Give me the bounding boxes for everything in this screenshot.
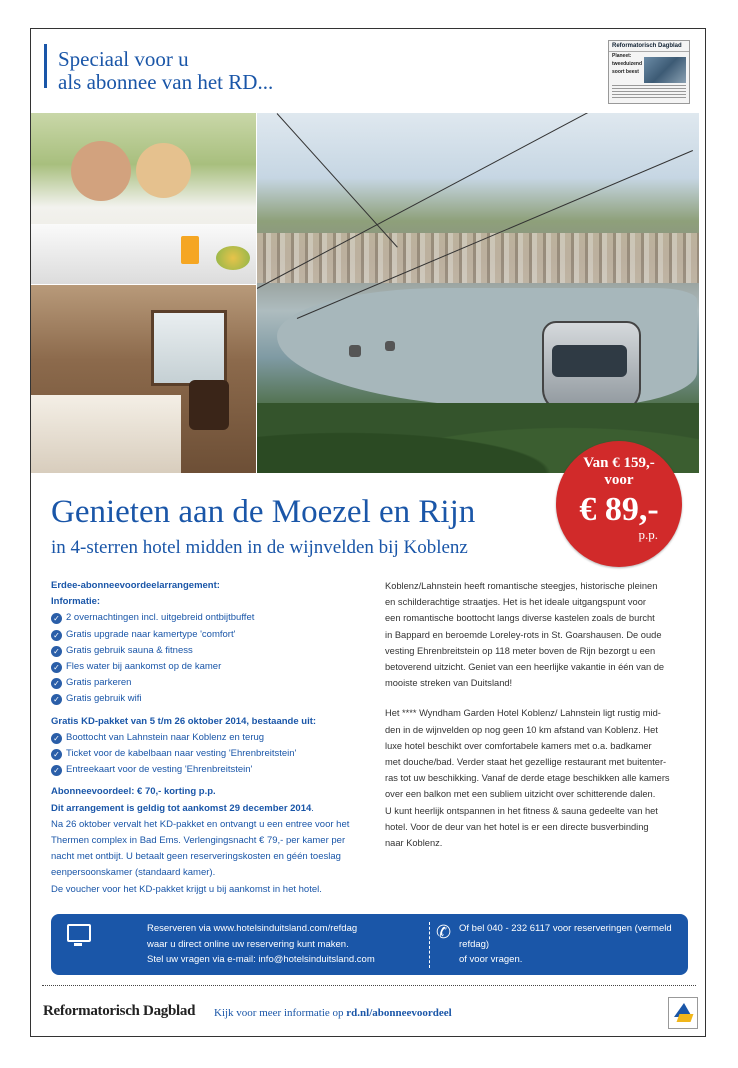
desc-line: mooiste streken van Duitsland! (385, 678, 513, 689)
info-item-text: Gratis gebruik wifi (66, 693, 142, 705)
desc-line: betoverend uitzicht. Geniet van een heerlijke vakantie in één van de (385, 662, 665, 673)
arrangement-details (51, 578, 371, 898)
footer-info (214, 1007, 452, 1019)
web-reservation-note: waar u direct online uw reservering kunt maken. (147, 938, 349, 950)
info-item-text: Gratis gebruik sauna & fitness (66, 644, 193, 656)
koblenz-cable-car-photo (257, 113, 699, 473)
headline-subtitle: in 4-sterren hotel midden in de wijnvelden bij Koblenz (51, 537, 468, 558)
checkmark-icon: ✓ (51, 678, 62, 689)
footer-link[interactable]: rd.nl/abonneevoordeel (346, 1007, 452, 1019)
description-paragraph-2 (385, 705, 685, 851)
photo-room-bed (31, 395, 181, 473)
note-line: Thermen complex in Bad Ems. Verlengingsnacht € 79,- per kamer per (51, 835, 346, 847)
newspaper-thumbnail (608, 40, 690, 104)
desc-line: U kunt heerlijk ontspannen in het fitness & sauna gedeelte van het (385, 805, 658, 816)
computer-icon (67, 924, 91, 942)
info-item (51, 627, 371, 643)
subscriber-discount: Abonneevoordeel: € 70,- korting p.p. (51, 786, 216, 798)
price-from (556, 455, 682, 489)
kd-package-title: Gratis KD-pakket van 5 t/m 26 oktober 2014, bestaande uit: (51, 715, 317, 727)
desc-line: naar Koblenz. (385, 838, 443, 849)
contact-box (51, 914, 688, 975)
photo-woman (136, 143, 191, 198)
desc-line: Koblenz/Lahnstein heeft romantische steegjes, historische pleinen (385, 581, 658, 591)
email-contact[interactable]: Stel uw vragen via e-mail: info@hotelsinduitsland.com (147, 954, 375, 965)
web-reservation-link[interactable]: Reserveren via www.hotelsinduitsland.com/refdag (147, 923, 358, 934)
newspaper-thumb-headline-2: tweeduizend (612, 61, 643, 67)
desc-line: in Bappard en beroemde Loreley-rots in St. Goarshausen. De oude (385, 629, 662, 640)
desc-line: en schilderachtige straatjes. Het is het ideale uitgangspunt voor (385, 597, 646, 608)
checkmark-icon: ✓ (51, 630, 62, 641)
arrangement-title: Erdee-abonneevoordeelarrangement: (51, 580, 220, 591)
note-line: eenpersoonskamer (standaard kamer). (51, 867, 216, 879)
info-item-text: Gratis parkeren (66, 677, 132, 689)
desc-line: den in de wijnvelden op nog geen 10 km afstand van Koblenz. Het (385, 724, 658, 735)
photo-fruit-bowl (216, 246, 250, 270)
note-line: De voucher voor het KD-pakket krijgt u bij aankomst in het hotel. (51, 883, 322, 895)
phone-line-2: of voor vragen. (459, 954, 523, 965)
newspaper-thumb-masthead: Reformatorisch Dagblad (609, 41, 689, 52)
kd-item (51, 730, 371, 746)
note-line: Na 26 oktober vervalt het KD-pakket en ontvangt u een entree voor het (51, 818, 350, 830)
phone-icon: ✆ (436, 922, 452, 942)
newspaper-thumb-headline-3: soort beest (612, 69, 639, 75)
price-amount: € 89,- (579, 491, 659, 528)
note-line: nacht met ontbijt. U betaalt geen reserveringskosten en géén toeslag (51, 851, 341, 863)
info-item-text: Gratis upgrade naar kamertype 'comfort' (66, 628, 236, 640)
header-accent-bar (44, 44, 47, 88)
newspaper-thumb-photo (644, 57, 686, 83)
header-line-2: als abonnee van het RD... (58, 70, 274, 94)
info-item-text: 2 overnachtingen incl. uitgebreid ontbijtbuffet (66, 612, 255, 624)
headline-title: Genieten aan de Moezel en Rijn (51, 494, 476, 530)
info-item (51, 675, 371, 691)
footer-info-prefix: Kijk voor meer informatie op (214, 1007, 347, 1019)
info-item-text: Fles water bij aankomst op de kamer (66, 661, 222, 673)
kd-item (51, 746, 371, 762)
validity-text: Dit arrangement is geldig tot aankomst 29 december 2014 (51, 802, 312, 814)
photo-gondola (542, 321, 641, 413)
checkmark-icon: ✓ (51, 749, 62, 760)
desc-line: hotel. Voor de deur van het hotel is er een directe busverbinding (385, 821, 649, 832)
info-item (51, 610, 371, 626)
checkmark-icon: ✓ (51, 733, 62, 744)
price-badge (556, 441, 682, 567)
header-line-1: Speciaal voor u (58, 47, 189, 71)
phone-line-1[interactable]: Of bel 040 - 232 6117 voor reserveringen (vermeld refdag) (459, 923, 672, 950)
description-column (385, 578, 685, 865)
photo-juice-glass (181, 236, 199, 264)
validity-line (51, 801, 371, 817)
kd-item (51, 762, 371, 778)
phone-reservation-info (459, 921, 688, 968)
info-item (51, 659, 371, 675)
desc-line: luxe hotel beschikt over comfortabele kamers met o.a. badkamer (385, 740, 652, 751)
desc-line: een romantische boottocht langs diverse kastelen zoals de burcht (385, 613, 655, 624)
photo-man (71, 141, 131, 201)
header-text (58, 48, 273, 94)
validity-dot: . (311, 802, 314, 814)
photo-gondola-small (385, 341, 395, 351)
checkmark-icon: ✓ (51, 662, 62, 673)
info-item (51, 691, 371, 707)
contact-divider (429, 922, 430, 968)
newspaper-thumb-text-lines (612, 85, 686, 99)
desc-line: over een balkon met een subliem uitzicht over schitterende dalen. (385, 789, 656, 800)
price-from-line-1: Van € 159,- (583, 455, 655, 471)
desc-line: met douche/bad. Verder staat het gezellige restaurant met buitenter- (385, 757, 667, 768)
desc-line: vesting Ehrenbreitstein op 118 meter boven de Rijn bezorgt u een (385, 645, 656, 656)
info-item (51, 643, 371, 659)
hotel-room-photo (31, 285, 256, 473)
photo-gondola-small (349, 345, 361, 357)
checkmark-icon: ✓ (51, 646, 62, 657)
newspaper-thumb-headline-1: Planeet: (612, 53, 632, 59)
footer-divider (42, 985, 696, 986)
kd-item-text: Boottocht van Lahnstein naar Koblenz en terug (66, 731, 265, 743)
rd-logo-icon (668, 997, 698, 1029)
price-from-line-2: voor (604, 472, 634, 488)
breakfast-photo (31, 113, 256, 284)
photo-room-window (151, 310, 227, 386)
kd-item-text: Entreekaart voor de vesting 'Ehrenbreitstein' (66, 764, 253, 776)
photo-room-chair (189, 380, 229, 430)
photo-cable-3 (277, 113, 398, 247)
desc-line: ras tot uw beschikking. Vanaf de derde etage beschikken alle kamers (385, 773, 670, 784)
online-reservation-info (147, 921, 375, 968)
checkmark-icon: ✓ (51, 765, 62, 776)
price-per-person: p.p. (638, 527, 658, 542)
description-paragraph-1 (385, 578, 685, 691)
footer-brand: Reformatorisch Dagblad (43, 1003, 196, 1019)
kd-item-text: Ticket voor de kabelbaan naar vesting 'Ehrenbreitstein' (66, 748, 297, 760)
checkmark-icon: ✓ (51, 694, 62, 705)
desc-line: Het **** Wyndham Garden Hotel Koblenz/ Lahnstein ligt rustig mid- (385, 708, 661, 719)
info-label: Informatie: (51, 596, 101, 608)
checkmark-icon: ✓ (51, 613, 62, 624)
